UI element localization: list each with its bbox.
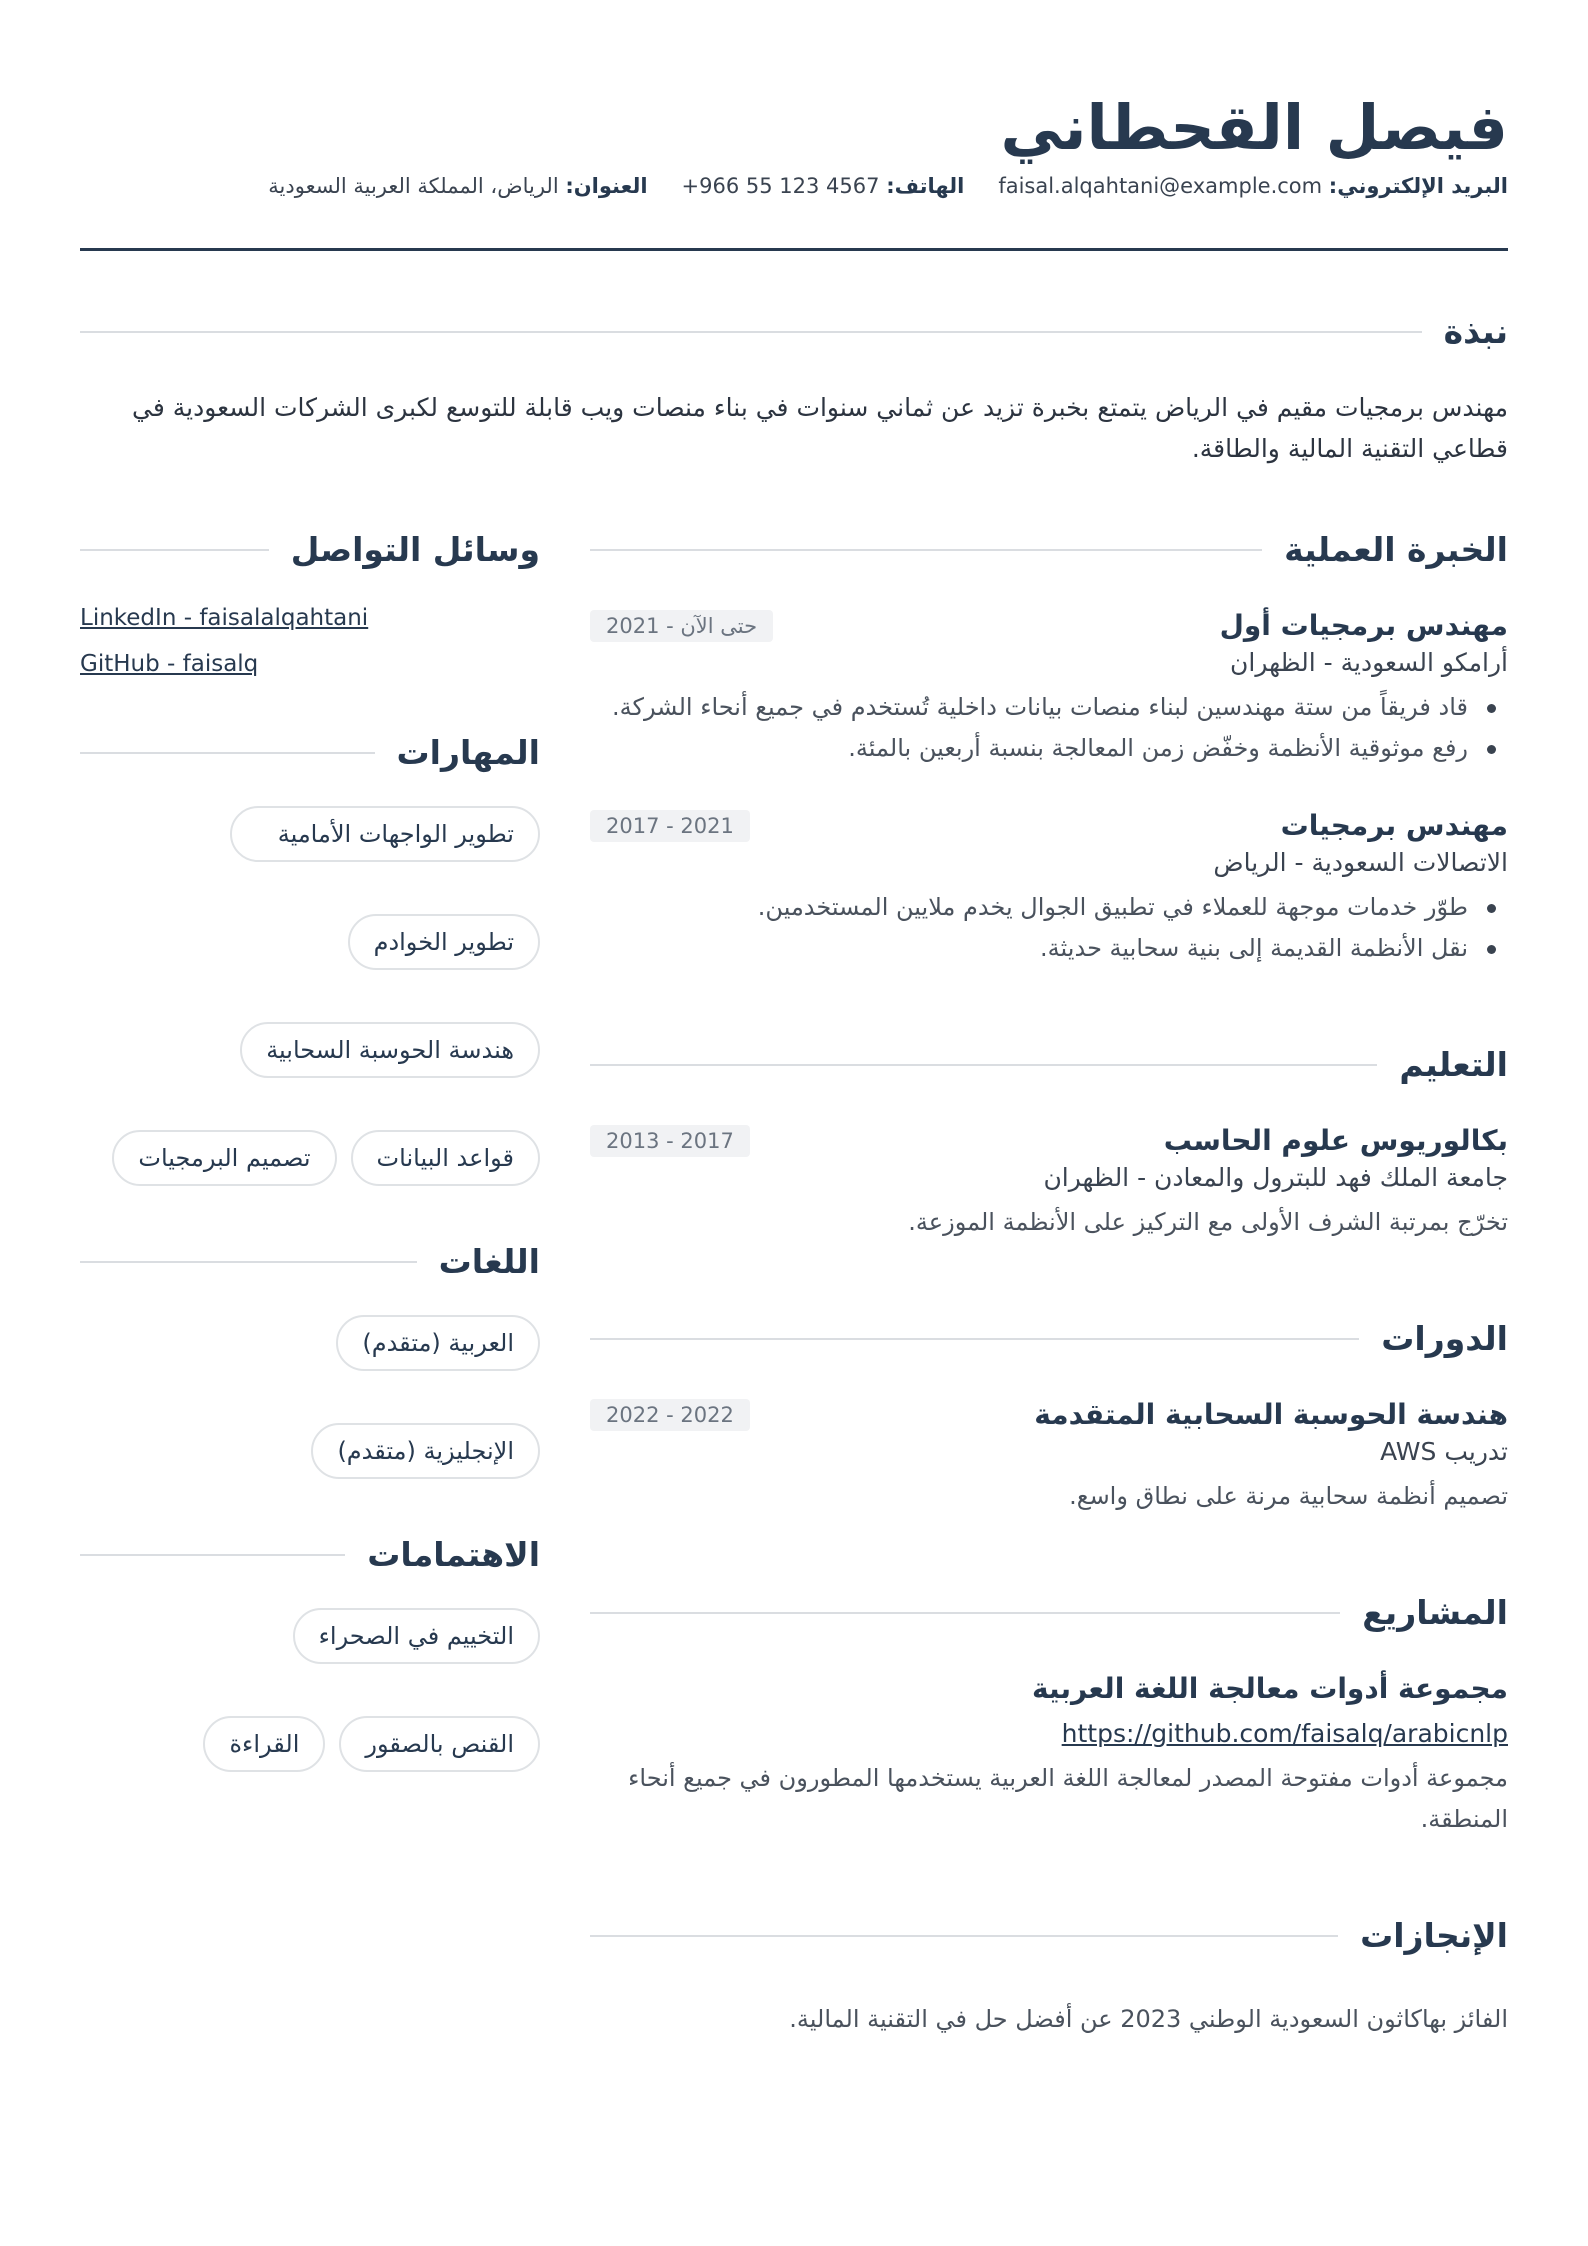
education-desc: تخرّج بمرتبة الشرف الأولى مع التركيز على الأنظمة الموزعة. [908,1208,1508,1236]
course-title: هندسة الحوسبة السحابية المتقدمة [1034,1398,1508,1431]
section-divider [80,1261,417,1263]
education-section [590,1045,1508,1243]
course-entry [590,1398,1508,1517]
summary-text: مهندس برمجيات مقيم في الرياض يتمتع بخبرة تزيد عن ثماني سنوات في بناء منصات ويب قابلة للتوسع لكبرى الشركات السعودية في قطاعي التقنية المالية والطاقة. [132,393,1508,463]
section-divider [80,1554,345,1556]
experience-entry [590,809,1508,969]
address-contact [268,174,647,198]
section-divider [80,549,269,551]
skill-tag: تطوير الواجهات الأمامية [230,806,540,862]
projects-heading [590,1593,1508,1632]
achievement-text: الفائز بهاكاثون السعودية الوطني 2023 عن أفضل حل في التقنية المالية. [789,2005,1508,2033]
interest-tags [80,1608,540,1772]
experience-entry [590,609,1508,769]
address-label: العنوان: [565,174,648,198]
languages-title: اللغات [438,1242,540,1281]
experience-title: الخبرة العملية [1284,530,1508,569]
social-section [80,530,540,677]
entry-header [590,809,1508,842]
institution: جامعة الملك فهد للبترول والمعادن - الظهران [1043,1163,1508,1192]
summary-section [80,312,1508,469]
date-badge: 2022 - 2022 [590,1399,750,1431]
skill-tag: تطوير الخوادم [348,914,540,970]
entry-header [590,1398,1508,1431]
entry-header [590,1124,1508,1157]
language-tag: الإنجليزية (متقدم) [311,1423,540,1479]
project-desc: مجموعة أدوات مفتوحة المصدر لمعالجة اللغة العربية يستخدمها المطورون في جميع أنحاء المنطقة. [628,1764,1508,1833]
achievement-list [590,887,1508,969]
education-heading [590,1045,1508,1084]
interests-section [80,1535,540,1772]
education-entry [590,1124,1508,1243]
email-value[interactable]: faisal.alqahtani@example.com [998,174,1323,198]
summary-heading [80,312,1508,351]
skills-section [80,733,540,1186]
skills-tags [80,806,540,1186]
date-badge: 2021 - حتى الآن [590,610,773,642]
section-divider [590,1064,1377,1066]
list-item: قاد فريقاً من ستة مهندسين لبناء منصات بيانات داخلية تُستخدم في جميع أنحاء الشركة. [590,687,1468,728]
person-name: فيصل القحطاني [1000,91,1508,164]
section-divider [80,331,1422,333]
section-divider [590,1612,1340,1614]
list-item: طوّر خدمات موجهة للعملاء في تطبيق الجوال يخدم ملايين المستخدمين. [590,887,1468,928]
achievements-section [590,1916,1508,2040]
social-title: وسائل التواصل [290,530,540,569]
experience-heading [590,530,1508,569]
project-title: مجموعة أدوات معالجة اللغة العربية [1032,1672,1508,1705]
social-heading [80,530,540,569]
course-desc: تصميم أنظمة سحابية مرنة على نطاق واسع. [1069,1482,1508,1510]
side-column [80,530,540,1772]
list-item: نقل الأنظمة القديمة إلى بنية سحابية حديثة. [590,928,1468,969]
project-entry [590,1672,1508,1840]
phone-label: الهاتف: [886,174,965,198]
degree-title: بكالوريوس علوم الحاسب [1163,1124,1508,1157]
achievements-title: الإنجازات [1360,1916,1508,1955]
courses-heading [590,1319,1508,1358]
section-divider [590,1935,1338,1937]
interest-tag: القراءة [203,1716,325,1772]
company: الاتصالات السعودية - الرياض [1213,848,1508,877]
github-link[interactable]: GitHub - faisalq [80,651,259,677]
job-title: مهندس برمجيات [1280,809,1508,842]
interest-tag: القنص بالصقور [339,1716,540,1772]
phone-value[interactable]: +966 55 123 4567 [681,174,880,198]
contact-line [80,174,1508,198]
address-value: الرياض، المملكة العربية السعودية [268,174,559,198]
courses-section [590,1319,1508,1517]
achievement-list [590,687,1508,769]
interests-title: الاهتمامات [367,1535,540,1574]
interest-tag: التخييم في الصحراء [293,1608,540,1664]
languages-heading [80,1242,540,1281]
education-title: التعليم [1399,1045,1508,1084]
company: أرامكو السعودية - الظهران [1230,648,1508,677]
date-badge: 2013 - 2017 [590,1125,750,1157]
skill-tag: تصميم البرمجيات [112,1130,336,1186]
projects-title: المشاريع [1362,1593,1508,1632]
phone-contact [682,174,965,198]
summary-title: نبذة [1443,312,1508,351]
section-divider [590,1338,1359,1340]
header-divider [80,248,1508,251]
email-label: البريد الإلكتروني: [1328,174,1508,198]
experience-section [590,530,1508,969]
section-divider [80,752,375,754]
language-tag: العربية (متقدم) [336,1315,540,1371]
project-link[interactable]: https://github.com/faisalq/arabicnlp [1061,1719,1508,1748]
resume-header [80,88,1508,198]
list-item: رفع موثوقية الأنظمة وخفّض زمن المعالجة بنسبة أربعين بالمئة. [590,728,1468,769]
social-links [80,605,540,677]
linkedin-link[interactable]: LinkedIn - faisalalqahtani [80,605,369,631]
language-tags [80,1315,540,1479]
skill-tag: قواعد البيانات [351,1130,540,1186]
languages-section [80,1242,540,1479]
section-divider [590,549,1262,551]
projects-section [590,1593,1508,1840]
achievements-heading [590,1916,1508,1955]
course-provider: تدريب AWS [1380,1437,1508,1466]
skill-tag: هندسة الحوسبة السحابية [240,1022,540,1078]
entry-header [590,609,1508,642]
date-badge: 2017 - 2021 [590,810,750,842]
interests-heading [80,1535,540,1574]
email-contact [998,174,1508,198]
courses-title: الدورات [1381,1319,1508,1358]
main-column [590,530,1508,2040]
skills-heading [80,733,540,772]
job-title: مهندس برمجيات أول [1219,609,1508,642]
skills-title: المهارات [396,733,540,772]
